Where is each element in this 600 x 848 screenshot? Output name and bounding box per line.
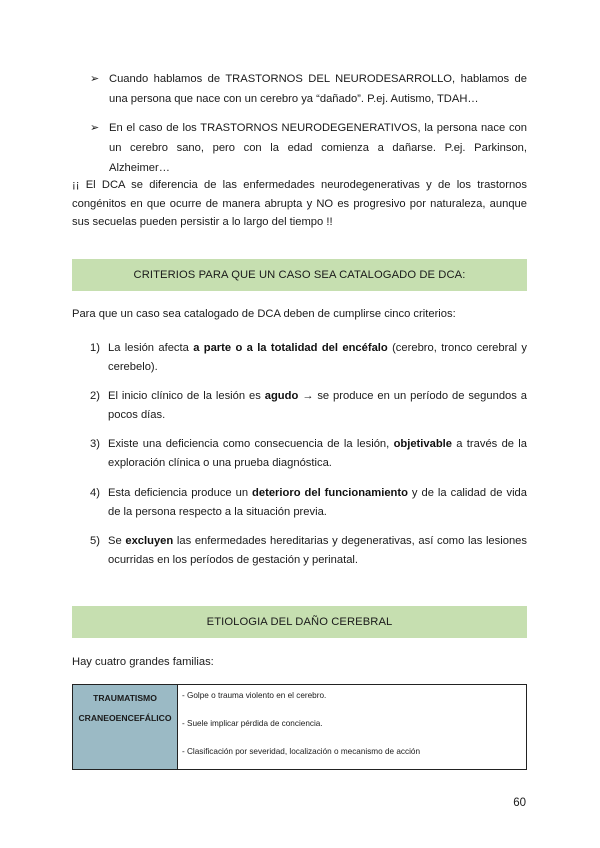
section-title: CRITERIOS PARA QUE UN CASO SEA CATALOGADO DE DCA: xyxy=(133,269,466,281)
section-intro: Hay cuatro grandes familias: xyxy=(72,656,214,668)
section-banner-etiology xyxy=(72,606,527,638)
family-point: - Golpe o trauma violento en el cerebro. xyxy=(182,691,327,700)
family-name-line: CRANEOENCEFÁLICO xyxy=(78,713,172,723)
table-row xyxy=(73,685,527,770)
section-banner-criteria xyxy=(72,259,527,291)
criteria-text xyxy=(108,484,527,522)
criteria-text-pre: Esta deficiencia produce un xyxy=(108,487,253,499)
criteria-item xyxy=(90,339,527,377)
arrow-bullet-icon: ➢ xyxy=(90,73,100,85)
note-paragraph: ¡¡ El DCA se diferencia de las enfermedades neurodegenerativas y de los trastornos congénitos en que ocurre de manera abrupta y NO es progresivo por naturaleza, aunque sus secuelas pueden persistir a lo largo del tiempo !! xyxy=(72,179,527,228)
criteria-text-post: a través de la exploración clínica o una prueba diagnóstica. xyxy=(108,438,528,469)
criteria-text xyxy=(108,435,527,473)
criteria-text-pre: Se xyxy=(108,535,126,547)
criteria-text-bold: a parte o a la totalidad del encéfalo xyxy=(193,342,388,354)
bullet-text: En el caso de los TRASTORNOS NEURODEGENERATIVOS, la persona nace con un cerebro sano, pero con la edad comienza a dañarse. P.ej. Parkinson, Alzheimer… xyxy=(109,122,527,174)
criteria-item xyxy=(90,532,527,570)
arrow-bullet-icon: ➢ xyxy=(90,122,100,134)
section-title: ETIOLOGIA DEL DAÑO CEREBRAL xyxy=(206,616,393,628)
criteria-text xyxy=(108,387,527,425)
criteria-text-post: (cerebro, tronco cerebral y cerebelo). xyxy=(108,342,527,373)
bullet-item xyxy=(90,118,527,178)
family-point: - Suele implicar pérdida de conciencia. xyxy=(182,719,323,728)
family-description-cell xyxy=(178,685,527,770)
criteria-text xyxy=(108,532,527,570)
criteria-item xyxy=(90,484,527,522)
criteria-item xyxy=(90,435,527,473)
criteria-text-post: y de la calidad de vida de la persona respecto a la situación previa. xyxy=(108,487,527,518)
families-table xyxy=(72,684,527,770)
criteria-text-post: → se produce en un período de segundos a pocos días. xyxy=(108,390,527,421)
criteria-text-bold: deterioro del funcionamiento xyxy=(252,487,408,499)
criteria-text-pre: Existe una deficiencia como consecuencia de la lesión, xyxy=(108,438,394,450)
criteria-text-bold: agudo xyxy=(264,390,299,402)
family-name-cell xyxy=(73,685,178,770)
criteria-text-bold: objetivable xyxy=(393,438,453,450)
criteria-text-bold: excluyen xyxy=(125,535,174,547)
criteria-text xyxy=(108,339,527,377)
criteria-number: 3) xyxy=(90,438,100,450)
criteria-number: 5) xyxy=(90,535,100,547)
family-point: - Clasificación por severidad, localización o mecanismo de acción xyxy=(182,747,421,756)
bullet-item xyxy=(90,69,527,109)
criteria-number: 1) xyxy=(90,342,100,354)
criteria-text-pre: La lesión afecta xyxy=(108,342,194,354)
criteria-item xyxy=(90,387,527,425)
criteria-text-pre: El inicio clínico de la lesión es xyxy=(108,390,265,402)
criteria-number: 2) xyxy=(90,390,100,402)
bullet-text: Cuando hablamos de TRASTORNOS DEL NEURODESARROLLO, hablamos de una persona que nace con un cerebro ya “dañado”. P.ej. Autismo, TDAH… xyxy=(109,73,527,105)
family-name-line: TRAUMATISMO xyxy=(93,693,157,703)
criteria-number: 4) xyxy=(90,487,100,499)
page-number: 60 xyxy=(513,797,526,809)
criteria-text-post: las enfermedades hereditarias y degenerativas, así como las lesiones ocurridas en los períodos de gestación y perinatal. xyxy=(108,535,527,566)
section-intro: Para que un caso sea catalogado de DCA deben de cumplirse cinco criterios: xyxy=(72,308,456,320)
